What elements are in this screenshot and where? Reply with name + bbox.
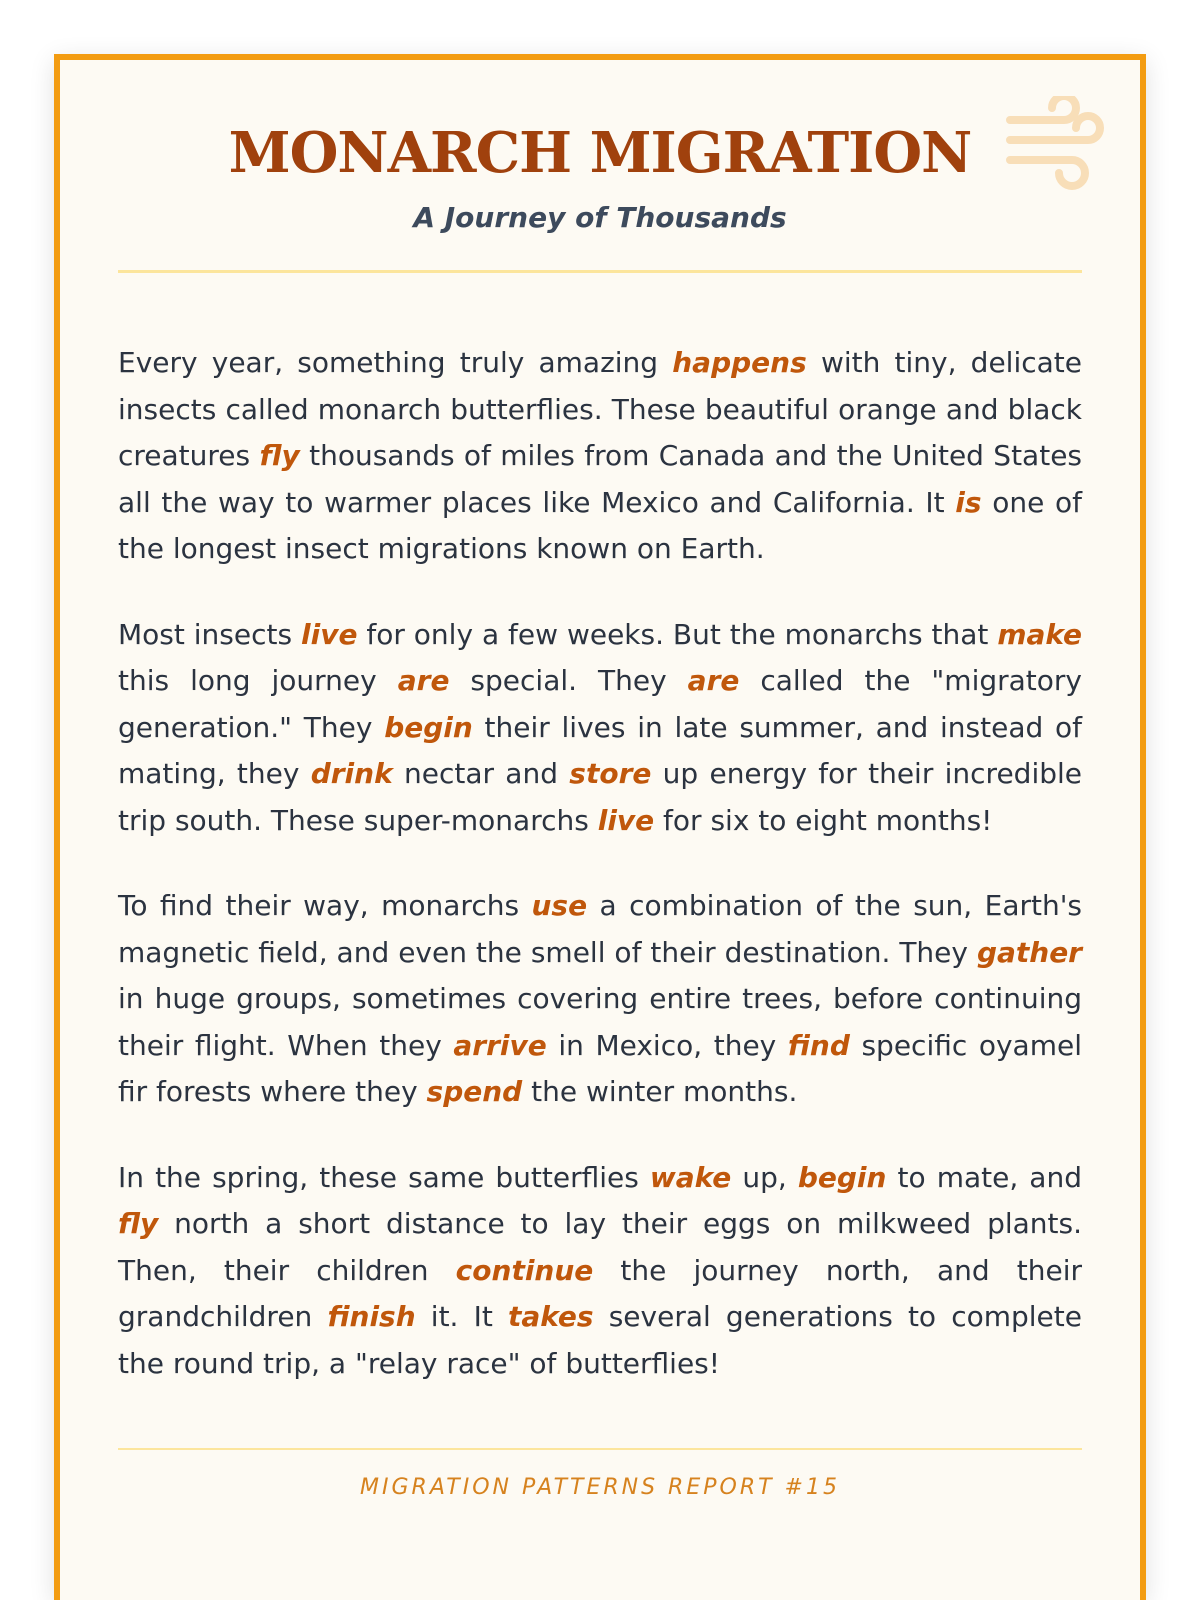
paragraph-text: called the "migratory generation." They [118, 664, 1082, 744]
highlighted-verb: use [531, 889, 588, 922]
highlighted-verb: arrive [453, 1028, 547, 1062]
highlighted-verb: fly [259, 439, 300, 472]
highlighted-verb: continue [455, 1253, 594, 1287]
paragraph-text: To find their way, monarchs [118, 889, 532, 922]
paragraph-text: in Mexico, they [546, 1028, 788, 1062]
paragraph-text: a combination of the sun, Earth's magnetic field, and even the smell of their destination. They [118, 889, 1082, 969]
paragraph-text: their lives in late summer, and instead of mating, they [118, 710, 1082, 790]
paragraph-text: several generations to complete the round trip, a "relay race" of butterflies! [118, 1300, 1082, 1380]
page-title: MONARCH MIGRATION [228, 120, 972, 186]
article-paragraph [118, 1155, 1082, 1388]
highlighted-verb: gather [976, 935, 1082, 969]
paragraph-text: the journey north, and their grandchildren [118, 1253, 1082, 1333]
paragraph-text: Every year, something truly amazing [118, 346, 673, 379]
article-body [118, 340, 1082, 1426]
highlighted-verb: live [301, 617, 358, 651]
paragraph-text: special. They [449, 664, 688, 697]
paragraph-text: the winter months. [522, 1075, 798, 1108]
highlighted-verb: are [687, 664, 740, 697]
article-paragraph [118, 612, 1082, 845]
highlighted-verb: store [569, 757, 652, 790]
paragraph-text: specific oyamel fir forests where they [118, 1028, 1082, 1108]
highlighted-verb: happens [672, 346, 807, 379]
highlighted-verb: are [397, 664, 450, 697]
highlighted-verb: fly [118, 1207, 159, 1240]
article-paragraph [118, 340, 1082, 573]
page-subtitle: A Journey of Thousands [413, 201, 787, 234]
paragraph-text: thousands of miles from Canada and the United States all the way to warmer places like Mexico and California. It [118, 439, 1083, 519]
report-card [54, 54, 1146, 1600]
paragraph-text: with tiny, delicate insects called monarch butterflies. These beautiful orange and black creatures [118, 346, 1082, 472]
paragraph-text: for six to eight months! [654, 803, 993, 837]
paragraph-text: north a short distance to lay their eggs on milkweed plants. Then, their children [118, 1207, 1082, 1287]
paragraph-text: in huge groups, sometimes covering entire trees, before continuing their flight. When they [118, 982, 1082, 1062]
header-divider [118, 270, 1082, 273]
highlighted-verb: is [955, 485, 982, 519]
article-paragraph [118, 883, 1082, 1116]
paragraph-text: nectar and [392, 757, 570, 790]
highlighted-verb: finish [327, 1300, 416, 1333]
paragraph-text: for only a few weeks. But the monarchs that [357, 617, 998, 651]
paragraph-text: it. It [415, 1300, 508, 1333]
report-footer: MIGRATION PATTERNS REPORT #15 [360, 1475, 840, 1500]
paragraph-text: one of the longest insect migrations known on Earth. [118, 485, 1082, 565]
highlighted-verb: begin [797, 1160, 887, 1194]
paragraph-text: up, [731, 1160, 798, 1194]
highlighted-verb: drink [310, 757, 393, 790]
paragraph-text: up energy for their incredible trip south. These super-monarchs [118, 757, 1082, 837]
paragraph-text: Most insects [118, 617, 302, 651]
highlighted-verb: takes [508, 1300, 594, 1333]
paragraph-text: to mate, and [886, 1160, 1082, 1194]
highlighted-verb: live [597, 803, 655, 837]
highlighted-verb: make [997, 617, 1082, 651]
highlighted-verb: wake [649, 1160, 732, 1194]
footer-divider [118, 1448, 1082, 1450]
highlighted-verb: spend [426, 1075, 523, 1108]
paragraph-text: this long journey [118, 664, 398, 697]
paragraph-text: In the spring, these same butterflies [118, 1160, 650, 1194]
highlighted-verb: begin [384, 710, 473, 744]
highlighted-verb: find [787, 1028, 850, 1062]
